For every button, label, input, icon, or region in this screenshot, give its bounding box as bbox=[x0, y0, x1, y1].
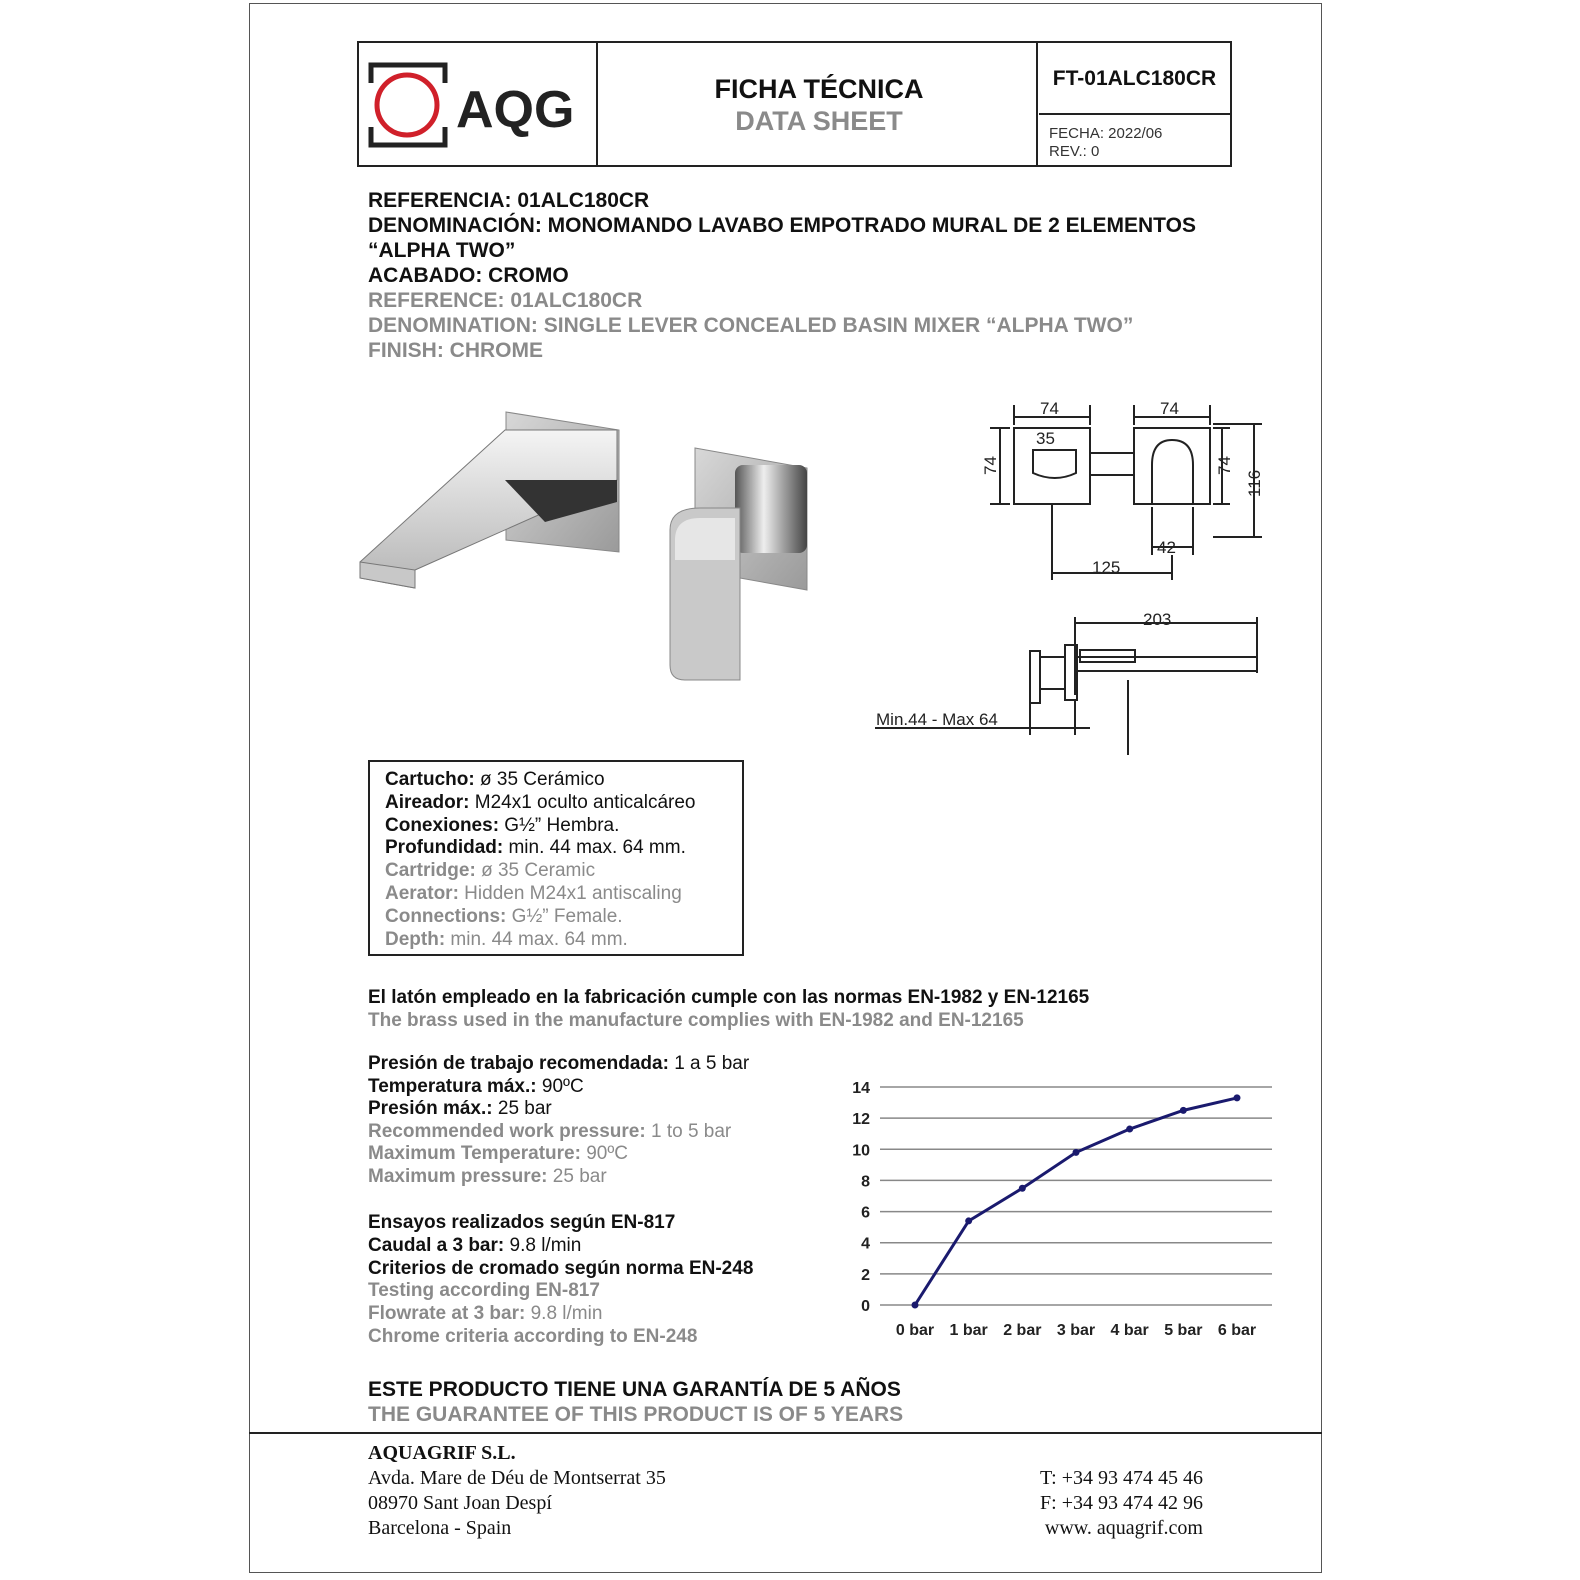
address-line: Avda. Mare de Déu de Montserrat 35 bbox=[368, 1467, 666, 1489]
reference: REFERENCE: 01ALC180CR bbox=[368, 289, 643, 312]
data-point bbox=[965, 1217, 972, 1224]
logo-text: AQG bbox=[456, 81, 575, 139]
y-tick-label: 12 bbox=[852, 1111, 870, 1129]
dim-height-left: 74 bbox=[981, 456, 1000, 475]
dim-height-right: 74 bbox=[1215, 456, 1234, 475]
test-line: Caudal a 3 bar: 9.8 l/min bbox=[368, 1234, 582, 1256]
finish: FINISH: CHROME bbox=[368, 339, 543, 362]
y-tick-label: 14 bbox=[852, 1080, 870, 1097]
pressure-line: Presión de trabajo recomendada: 1 a 5 bar bbox=[368, 1053, 750, 1074]
dim-total-height: 116 bbox=[1245, 469, 1264, 497]
test-line: Ensayos realizados según EN-817 bbox=[368, 1212, 676, 1233]
guarantee-en: THE GUARANTEE OF THIS PRODUCT IS OF 5 YEARS bbox=[368, 1403, 904, 1426]
product-photo bbox=[355, 400, 815, 690]
y-tick-label: 6 bbox=[861, 1204, 870, 1222]
brass-compliance bbox=[368, 986, 1089, 1032]
title-cell-border bbox=[359, 43, 1038, 165]
y-tick-label: 0 bbox=[861, 1298, 870, 1315]
pressure-line: Presión máx.: 25 bar bbox=[368, 1098, 552, 1119]
x-tick-label: 5 bar bbox=[1164, 1322, 1203, 1339]
y-tick-label: 2 bbox=[861, 1266, 870, 1284]
x-tick-label: 0 bar bbox=[895, 1322, 935, 1339]
dim-depth-range: Min.44 - Max 64 bbox=[876, 710, 998, 729]
x-tick-label: 2 bar bbox=[1003, 1322, 1042, 1339]
data-point bbox=[1180, 1107, 1187, 1114]
test-line: Chrome criteria according to EN-248 bbox=[368, 1325, 698, 1347]
page-title: FICHA TÉCNICA bbox=[714, 74, 924, 104]
spec-line: Conexiones: G½” Hembra. bbox=[385, 814, 620, 836]
website-link[interactable]: www. aquagrif.com bbox=[1044, 1517, 1203, 1539]
brass-en: The brass used in the manufacture complies with EN-1982 and EN-12165 bbox=[368, 1010, 1024, 1031]
company-contact bbox=[1020, 1466, 1203, 1541]
spec-line: Aireador: M24x1 oculto anticalcáreo bbox=[385, 791, 696, 813]
spec-line: Cartucho: ø 35 Cerámico bbox=[385, 769, 605, 790]
test-line: Flowrate at 3 bar: 9.8 l/min bbox=[368, 1303, 603, 1325]
test-specs bbox=[368, 1212, 753, 1349]
referencia: REFERENCIA: 01ALC180CR bbox=[368, 189, 650, 212]
data-point bbox=[1073, 1149, 1080, 1156]
footer-divider bbox=[249, 1432, 1322, 1434]
x-tick-label: 6 bar bbox=[1217, 1322, 1257, 1339]
x-tick-label: 3 bar bbox=[1056, 1322, 1096, 1339]
address-line: Barcelona - Spain bbox=[368, 1517, 512, 1539]
spec-line: Cartridge: ø 35 Ceramic bbox=[385, 860, 596, 882]
x-tick-label: 1 bar bbox=[949, 1322, 988, 1339]
dim-cartridge-35: 35 bbox=[1036, 429, 1055, 448]
dim-front-width-left: 74 bbox=[1040, 399, 1059, 418]
data-point bbox=[912, 1302, 919, 1309]
company-name: AQUAGRIF S.L. bbox=[368, 1442, 516, 1464]
brass-es: El latón empleado en la fabricación cumple con las normas EN-1982 y EN-12165 bbox=[368, 987, 1090, 1008]
pressure-specs bbox=[368, 1053, 749, 1188]
data-point bbox=[1019, 1185, 1026, 1192]
document-revision: REV.: 0 bbox=[1049, 143, 1100, 160]
y-tick-label: 10 bbox=[852, 1142, 870, 1160]
spec-line: Depth: min. 44 max. 64 mm. bbox=[385, 928, 628, 950]
spec-line: Aerator: Hidden M24x1 antiscaling bbox=[385, 882, 682, 904]
document-meta bbox=[1049, 125, 1162, 161]
document-date: FECHA: 2022/06 bbox=[1049, 125, 1163, 142]
denominacion-line2: “ALPHA TWO” bbox=[368, 239, 516, 262]
flow-chart bbox=[840, 1075, 1285, 1350]
x-tick-label: 4 bar bbox=[1110, 1322, 1149, 1339]
technical-drawing bbox=[870, 395, 1270, 765]
y-tick-label: 8 bbox=[861, 1173, 870, 1191]
pressure-line: Temperatura máx.: 90ºC bbox=[368, 1075, 584, 1097]
acabado: ACABADO: CROMO bbox=[368, 264, 569, 287]
spec-line: Connections: G½” Female. bbox=[385, 905, 623, 927]
document-code: FT-01ALC180CR bbox=[1039, 43, 1230, 115]
dim-spout-length: 203 bbox=[1143, 610, 1172, 629]
guarantee-es: ESTE PRODUCTO TIENE UNA GARANTÍA DE 5 AÑOS bbox=[368, 1378, 901, 1401]
pressure-line: Maximum pressure: 25 bar bbox=[368, 1165, 607, 1187]
header-table bbox=[357, 41, 1232, 167]
pressure-line: Maximum Temperature: 90ºC bbox=[368, 1143, 629, 1164]
dim-handle-width: 42 bbox=[1157, 538, 1176, 557]
y-tick-label: 4 bbox=[861, 1235, 870, 1253]
data-point bbox=[1234, 1094, 1241, 1101]
address-line: 08970 Sant Joan Despí bbox=[368, 1492, 552, 1514]
dim-center-distance: 125 bbox=[1092, 558, 1121, 577]
guarantee bbox=[368, 1377, 903, 1427]
test-line: Criterios de cromado según norma EN-248 bbox=[368, 1257, 754, 1279]
dim-front-width-right: 74 bbox=[1160, 399, 1179, 418]
denominacion-line1: DENOMINACIÓN: MONOMANDO LAVABO EMPOTRADO MURAL DE 2 ELEMENTOS bbox=[368, 214, 1196, 237]
denomination: DENOMINATION: SINGLE LEVER CONCEALED BASIN MIXER “ALPHA TWO” bbox=[368, 314, 1134, 337]
pressure-line: Recommended work pressure: 1 to 5 bar bbox=[368, 1120, 732, 1142]
fax: F: +34 93 474 42 96 bbox=[1040, 1492, 1203, 1514]
spec-box bbox=[368, 760, 744, 956]
product-info bbox=[368, 188, 1196, 363]
phone: T: +34 93 474 45 46 bbox=[1039, 1467, 1203, 1489]
spec-line: Profundidad: min. 44 max. 64 mm. bbox=[385, 837, 686, 859]
page-subtitle: DATA SHEET bbox=[735, 106, 903, 136]
test-line: Testing according EN-817 bbox=[368, 1280, 600, 1302]
company-address bbox=[368, 1441, 666, 1541]
data-point bbox=[1126, 1126, 1133, 1133]
